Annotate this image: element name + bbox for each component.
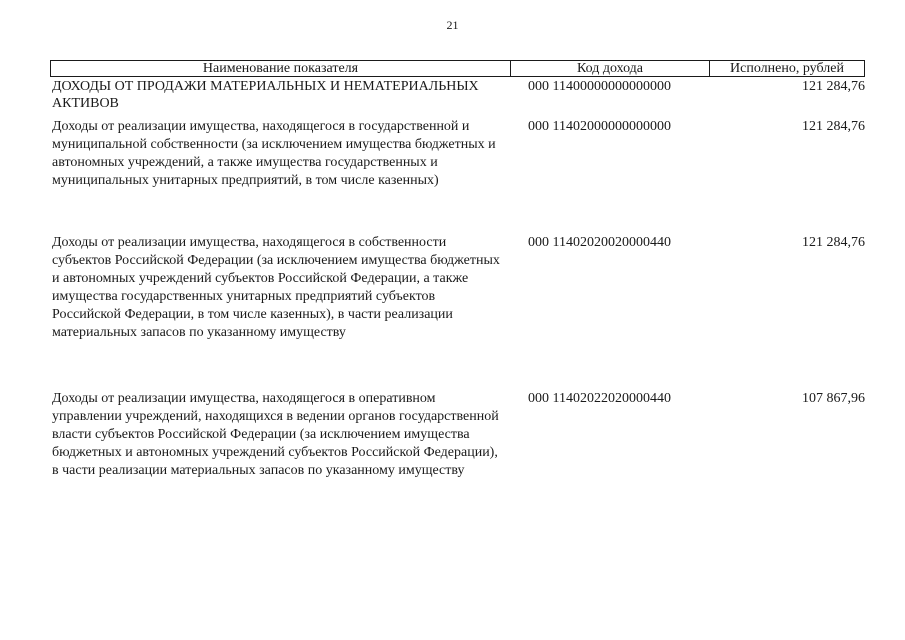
header-name: Наименование показателя [51, 61, 511, 76]
table-header [50, 60, 865, 77]
row-amount: 107 867,96 [802, 391, 865, 406]
page-number: 21 [446, 18, 459, 32]
row-name: Доходы от реализации имущества, находящегося в государственной и муниципальной собственности (за исключением имущества бюджетных и автономных учреждений, а также имущества государственных и муниципальных унитарных предприятий, в том числе казенных) [52, 119, 496, 188]
row-name: ДОХОДЫ ОТ ПРОДАЖИ МАТЕРИАЛЬНЫХ И НЕМАТЕРИАЛЬНЫХ АКТИВОВ [52, 79, 479, 111]
row-name: Доходы от реализации имущества, находящегося в оперативном управлении учреждений, находящихся в ведении органов государственной власти субъектов Российской Федерации (за исключением имущества бюджетных и автономных учреждений субъектов Российской Федерации), в части реализации материальных запасов по указанному имуществу [52, 391, 499, 478]
row-code: 000 11402000000000000 [528, 119, 671, 134]
row-amount: 121 284,76 [802, 235, 865, 250]
row-name: Доходы от реализации имущества, находящегося в собственности субъектов Российской Федерации (за исключением имущества бюджетных и автономных учреждений субъектов Российской Федерации, а также имущества государственных унитарных предприятий субъектов Российской Федерации, в том числе казенных), в части реализации материальных запасов по указанному имуществу [52, 235, 500, 340]
row-code: 000 11402020020000440 [528, 235, 671, 250]
row-amount: 121 284,76 [802, 79, 865, 94]
row-amount: 121 284,76 [802, 119, 865, 134]
header-executed: Исполнено, рублей [730, 61, 844, 76]
header-code: Код дохода [511, 61, 710, 76]
row-code: 000 11402022020000440 [528, 391, 671, 406]
row-code: 000 11400000000000000 [528, 79, 671, 94]
